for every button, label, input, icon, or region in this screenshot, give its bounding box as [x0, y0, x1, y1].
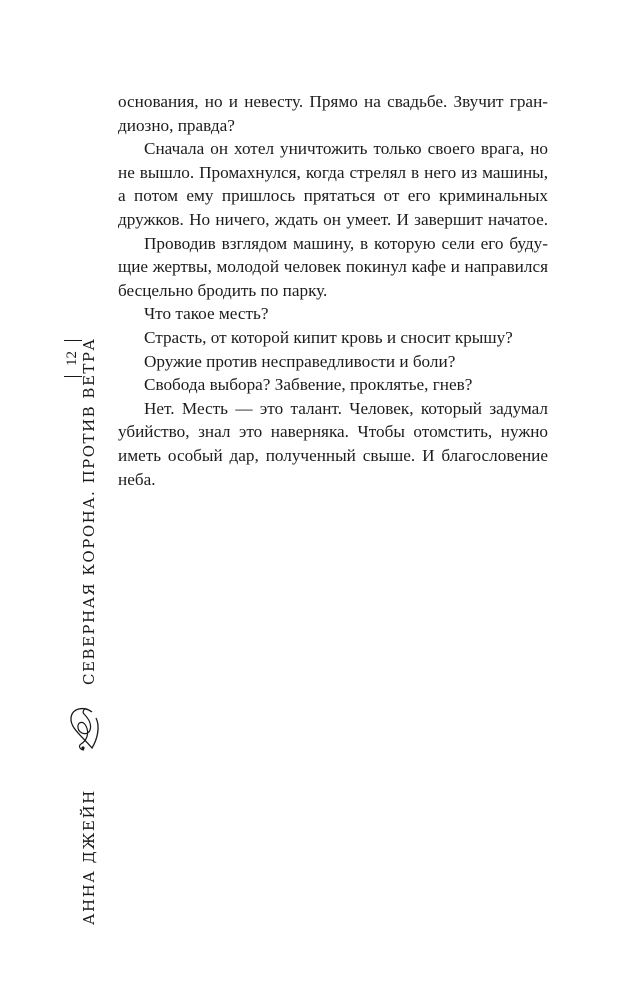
text-line: Свобода выбора? Забвение, проклятье, гнев? — [144, 375, 473, 395]
text-line: Нет. Месть — это талант. Человек, который задумал — [144, 398, 548, 418]
running-head-author — [62, 775, 98, 925]
text-line: иметь особый дар, полученный свыше. И благословение — [118, 445, 548, 465]
treble-clef-heart-icon — [62, 700, 102, 760]
text-line: а потом ему пришлось прятаться от его криминальных — [118, 186, 548, 206]
text-line: Оружие против несправедливости и боли? — [144, 351, 456, 371]
text-line: диозно, правда? — [118, 115, 235, 135]
author-text: АННА ДЖЕЙН — [80, 789, 98, 925]
text-line: убийство, знал это наверняка. Чтобы отомстить, нужно — [118, 422, 548, 442]
book-title-text: СЕВЕРНАЯ КОРОНА. ПРОТИВ ВЕТРА — [80, 337, 98, 685]
text-line: Проводив взглядом машину, в которую сели его буду- — [144, 233, 548, 253]
body-text — [118, 90, 548, 491]
text-line: Что такое месть? — [144, 304, 269, 324]
text-line: основания, но и невесту. Прямо на свадьбе. Звучит гран- — [118, 92, 548, 111]
text-line: Страсть, от которой кипит кровь и сносит крышу? — [144, 327, 513, 347]
text-line: дружков. Но ничего, ждать он умеет. И завершит начатое. — [118, 209, 548, 229]
text-line: неба. — [118, 469, 156, 489]
text-line: щие жертвы, молодой человек покинул кафе и направился — [118, 257, 548, 277]
page-number-text: 12 — [64, 351, 80, 366]
text-line: не вышло. Промахнулся, когда стрелял в него из машины, — [118, 162, 548, 182]
text-line: бесцельно бродить по парку. — [118, 280, 328, 300]
text-line: Сначала он хотел уничтожить только своего врага, но — [144, 139, 548, 159]
